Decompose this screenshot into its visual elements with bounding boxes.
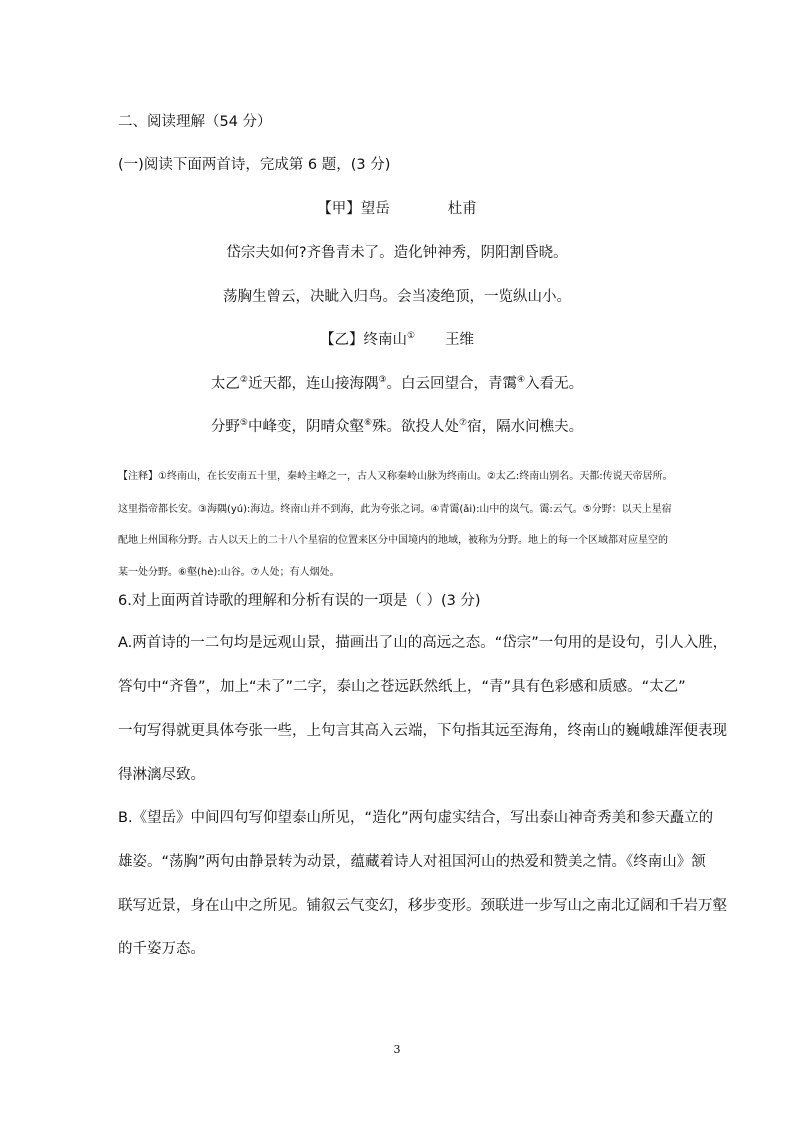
poem-text: 宿，隔水问樵夫。 [467, 419, 584, 435]
page-number: 3 [393, 1043, 401, 1056]
poem-text: 入看无。 [525, 376, 584, 392]
note-line: 【注释】①终南山，在长安南五十里，秦岭主峰之一，古人又称秦岭山脉为终南山。②太乙:终南山别名。天都:传说天帝居所。 [118, 471, 673, 482]
poem-text: 近天都，连山接海隅 [247, 376, 379, 392]
poem-text: 太乙 [210, 376, 240, 392]
footnote-marker: ⑦ [459, 418, 468, 429]
poem-b-title: 【乙】终南山 [319, 332, 407, 348]
poem-a-line-2: 荡胸生曾云，决眦入归鸟。会当凌绝顶，一览纵山小。 [223, 289, 571, 305]
poem-b-line-2 [0, 415, 794, 436]
poem-b-title-footnote: ① [406, 331, 416, 342]
poem-a-line-1: 岱宗夫如何?齐鲁青未了。造化钟神秀，阴阳割昏晓。 [226, 245, 568, 261]
option-a-line: 得淋漓尽致。 [118, 767, 205, 783]
option-b-line: 的千姿万态。 [118, 941, 205, 957]
footnote-marker: ⑤ [239, 418, 248, 429]
footnote-marker: ③ [378, 375, 387, 386]
option-b-line: B.《望岳》中间四句写仰望泰山所见，“造化”两句虚实结合，写出泰山神奇秀美和参天矗立的 [118, 810, 714, 826]
note-line: 某一处分野。⑥壑(hè):山谷。⑦人处；有人烟处。 [118, 567, 340, 578]
option-a-line: 一句写得就更具体夸张一些，上句言其高入云端，下句指其远至海角，终南山的巍峨雄浑便表现 [118, 723, 727, 739]
poem-text: 分野 [210, 419, 240, 435]
option-b-line: 联写近景，身在山中之所见。铺叙云气变幻，移步变形。颈联进一步写山之南北辽阔和千岩万壑 [118, 898, 727, 914]
poem-b-author: 王维 [445, 332, 475, 348]
poem-text: 殊。欲投人处 [372, 419, 460, 435]
poem-text: 。白云回望合，青霭 [386, 376, 518, 392]
poem-a-title: 【甲】望岳 [317, 201, 390, 217]
option-a-line: 答句中“齐鲁”，加上“未了”二字，泰山之苍远跃然纸上，“青”具有色彩感和质感。“太乙” [118, 679, 686, 695]
poem-a-heading [0, 197, 794, 218]
question-stem: 6.对上面两首诗歌的理解和分析有误的一项是（ ）(3 分) [118, 593, 481, 609]
footnote-marker: ⑥ [363, 418, 373, 429]
note-line: 这里指帝都长安。③海隅(yú):海边。终南山并不到海，此为夸张之词。④青霭(ǎi):山中的岚气。霭:云气。⑤分野：以天上星宿 [118, 504, 672, 515]
footnote-marker: ④ [517, 375, 526, 386]
poem-a-author: 杜甫 [447, 201, 477, 217]
poem-b-heading [0, 328, 794, 349]
section-title: 二、阅读理解（54 分） [118, 114, 272, 130]
footnote-marker: ② [239, 375, 248, 386]
subsection-title: (一)阅读下面两首诗，完成第 6 题，(3 分) [118, 157, 391, 173]
poem-b-line-1 [0, 372, 794, 393]
poem-text: 中峰变，阴晴众壑 [247, 419, 364, 435]
note-line: 配地上州国称分野。古人以天上的二十八个星宿的位置来区分中国境内的地域，被称为分野。地上的每一个区域都对应星空的 [118, 535, 668, 546]
option-b-line: 雄姿。“荡胸”两句由静景转为动景，蕴藏着诗人对祖国河山的热爱和赞美之情。《终南山》颔 [118, 854, 706, 870]
option-a-line: A.两首诗的一二句均是远观山景，描画出了山的高远之态。“岱宗”一句用的是设句，引人入胜， [118, 635, 728, 651]
